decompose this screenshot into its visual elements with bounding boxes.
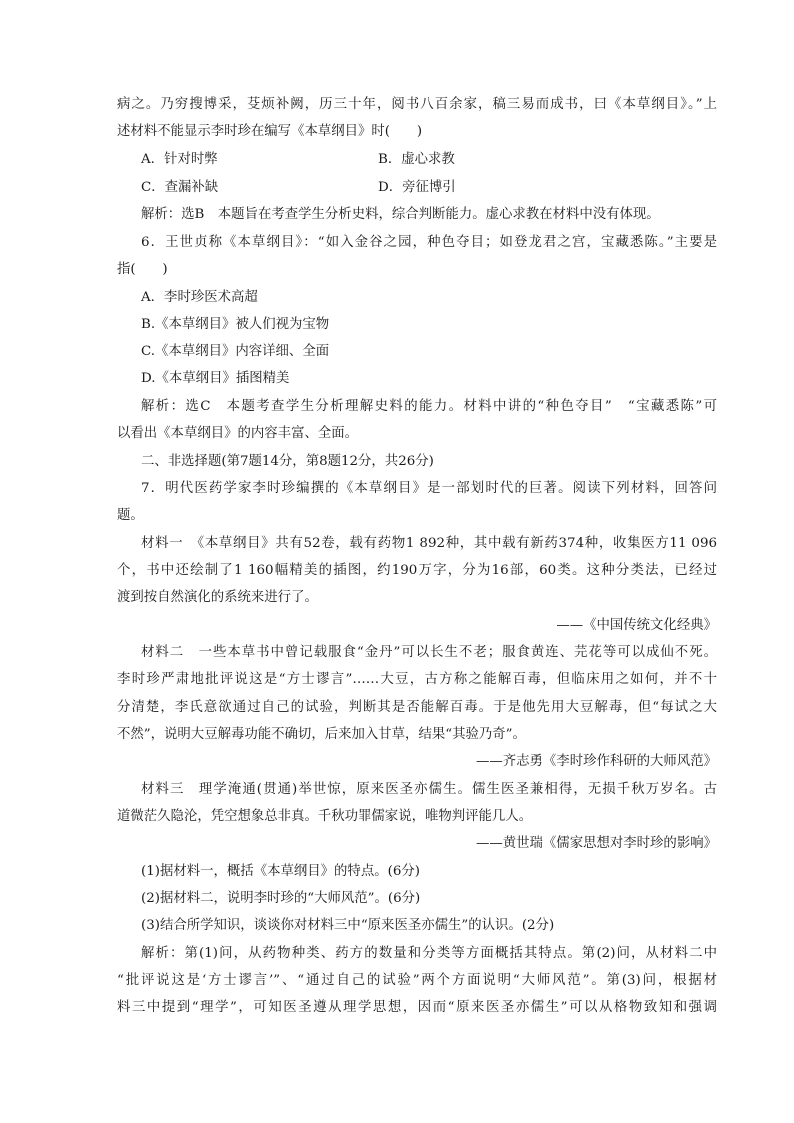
q6-analysis-cont: 以看出《本草纲目》的内容丰富、全面。: [117, 426, 359, 441]
material-2-source: ——齐志勇《李时珍作科研的大师风范》: [475, 754, 717, 769]
q7-stem-cont: 题。: [117, 508, 144, 523]
material-1-cont: 个，书中还绘制了1 160幅精美的插图，约190万字，分为16部，60类。这种分类法，已经过: [117, 563, 717, 578]
q7-analysis: 解析：第(1)问，从药物种类、药方的数量和分类等方面概括其特点。第(2)问，从材料二中: [141, 946, 717, 961]
q7-analysis-cont: “批评说这是‘方士谬言’”、“通过自己的试验”两个方面说明“大师风范”。第(3)问，根据材: [117, 973, 717, 988]
material-3: 材料三 理学淹通(贯通)举世惊，原来医圣亦儒生。儒生医圣兼相得，无损千秋万岁名。古: [141, 782, 717, 797]
q7-stem: 7．明代医药学家李时珍编撰的《本草纲目》是一部划时代的巨著。阅读下列材料，回答问: [141, 481, 717, 496]
q6-analysis: 解析：选C 本题考查学生分析理解史料的能力。材料中讲的“种色夺目” “宝藏悉陈”可: [141, 399, 717, 414]
q6-option-b: B.《本草纲目》被人们视为宝物: [141, 317, 330, 332]
material-2-cont: 分清楚，李氏意欲通过自己的试验，判断其是否能解百毒。于是他先用大豆解毒，但“每试之大: [117, 700, 717, 715]
sub-question-3: (3)结合所学知识，谈谈你对材料三中“原来医圣亦儒生”的认识。(2分): [141, 918, 555, 933]
question-5-stem: 述材料不能显示李时珍在编写《本草纲目》时( ): [117, 124, 423, 139]
q5-option-b: B．虚心求教: [378, 152, 455, 167]
q6-stem-cont: 指( ): [117, 262, 168, 277]
q7-analysis-cont: 料三中提到“理学”，可知医圣遵从理学思想，因而“原来医圣亦儒生”可以从格物致知和强调: [117, 1000, 717, 1015]
material-3-cont: 道微茫久隐沦，凭空想象总非真。千秋功罪儒家说，唯物判评能几人。: [117, 809, 533, 824]
q5-analysis: 解析：选B 本题旨在考查学生分析史料，综合判断能力。虚心求教在材料中没有体现。: [141, 207, 660, 222]
material-2-cont: 李时珍严肃地批评说这是“方士谬言”……大豆，古方称之能解百毒，但临床用之如何，并不十: [117, 672, 717, 687]
sub-question-2: (2)据材料二，说明李时珍的“大师风范”。(6分): [141, 891, 421, 906]
q6-stem: 6．王世贞称《本草纲目》：“如入金谷之园，种色夺目；如登龙君之宫，宝藏悉陈。”主要是: [141, 235, 717, 250]
material-1-source: ——《中国传统文化经典》: [556, 618, 717, 633]
material-2-cont: 不然”，说明大豆解毒功能不确切，后来加入甘草，结果“其验乃奇”。: [117, 727, 526, 742]
q5-option-d: D．旁征博引: [378, 180, 456, 195]
material-1-cont: 渡到按自然演化的系统来进行了。: [117, 590, 318, 605]
q6-option-c: C.《本草纲目》内容详细、全面: [141, 344, 330, 359]
q6-option-d: D.《本草纲目》插图精美: [141, 371, 290, 386]
sub-question-1: (1)据材料一，概括《本草纲目》的特点。(6分): [141, 864, 420, 879]
text-line: 病之。乃穷搜博采，芟烦补阙，历三十年，阅书八百余家，稿三易而成书，曰《本草纲目》。”上: [117, 97, 717, 112]
q5-option-a: A．针对时弊: [141, 152, 218, 167]
q5-option-c: C．查漏补缺: [141, 180, 219, 195]
q6-option-a: A．李时珍医术高超: [141, 290, 258, 305]
material-3-source: ——黄世瑞《儒家思想对李时珍的影响》: [475, 836, 717, 851]
section-heading: 二、非选择题(第7题14分，第8题12分，共26分): [141, 454, 434, 469]
material-1: 材料一 《本草纲目》共有52卷，载有药物1 892种，其中载有新药374种，收集医方11 096: [141, 536, 717, 551]
material-2: 材料二 一些本草书中曾记载服食“金丹”可以长生不老；服食黄连、芫花等可以成仙不死。: [141, 645, 717, 660]
